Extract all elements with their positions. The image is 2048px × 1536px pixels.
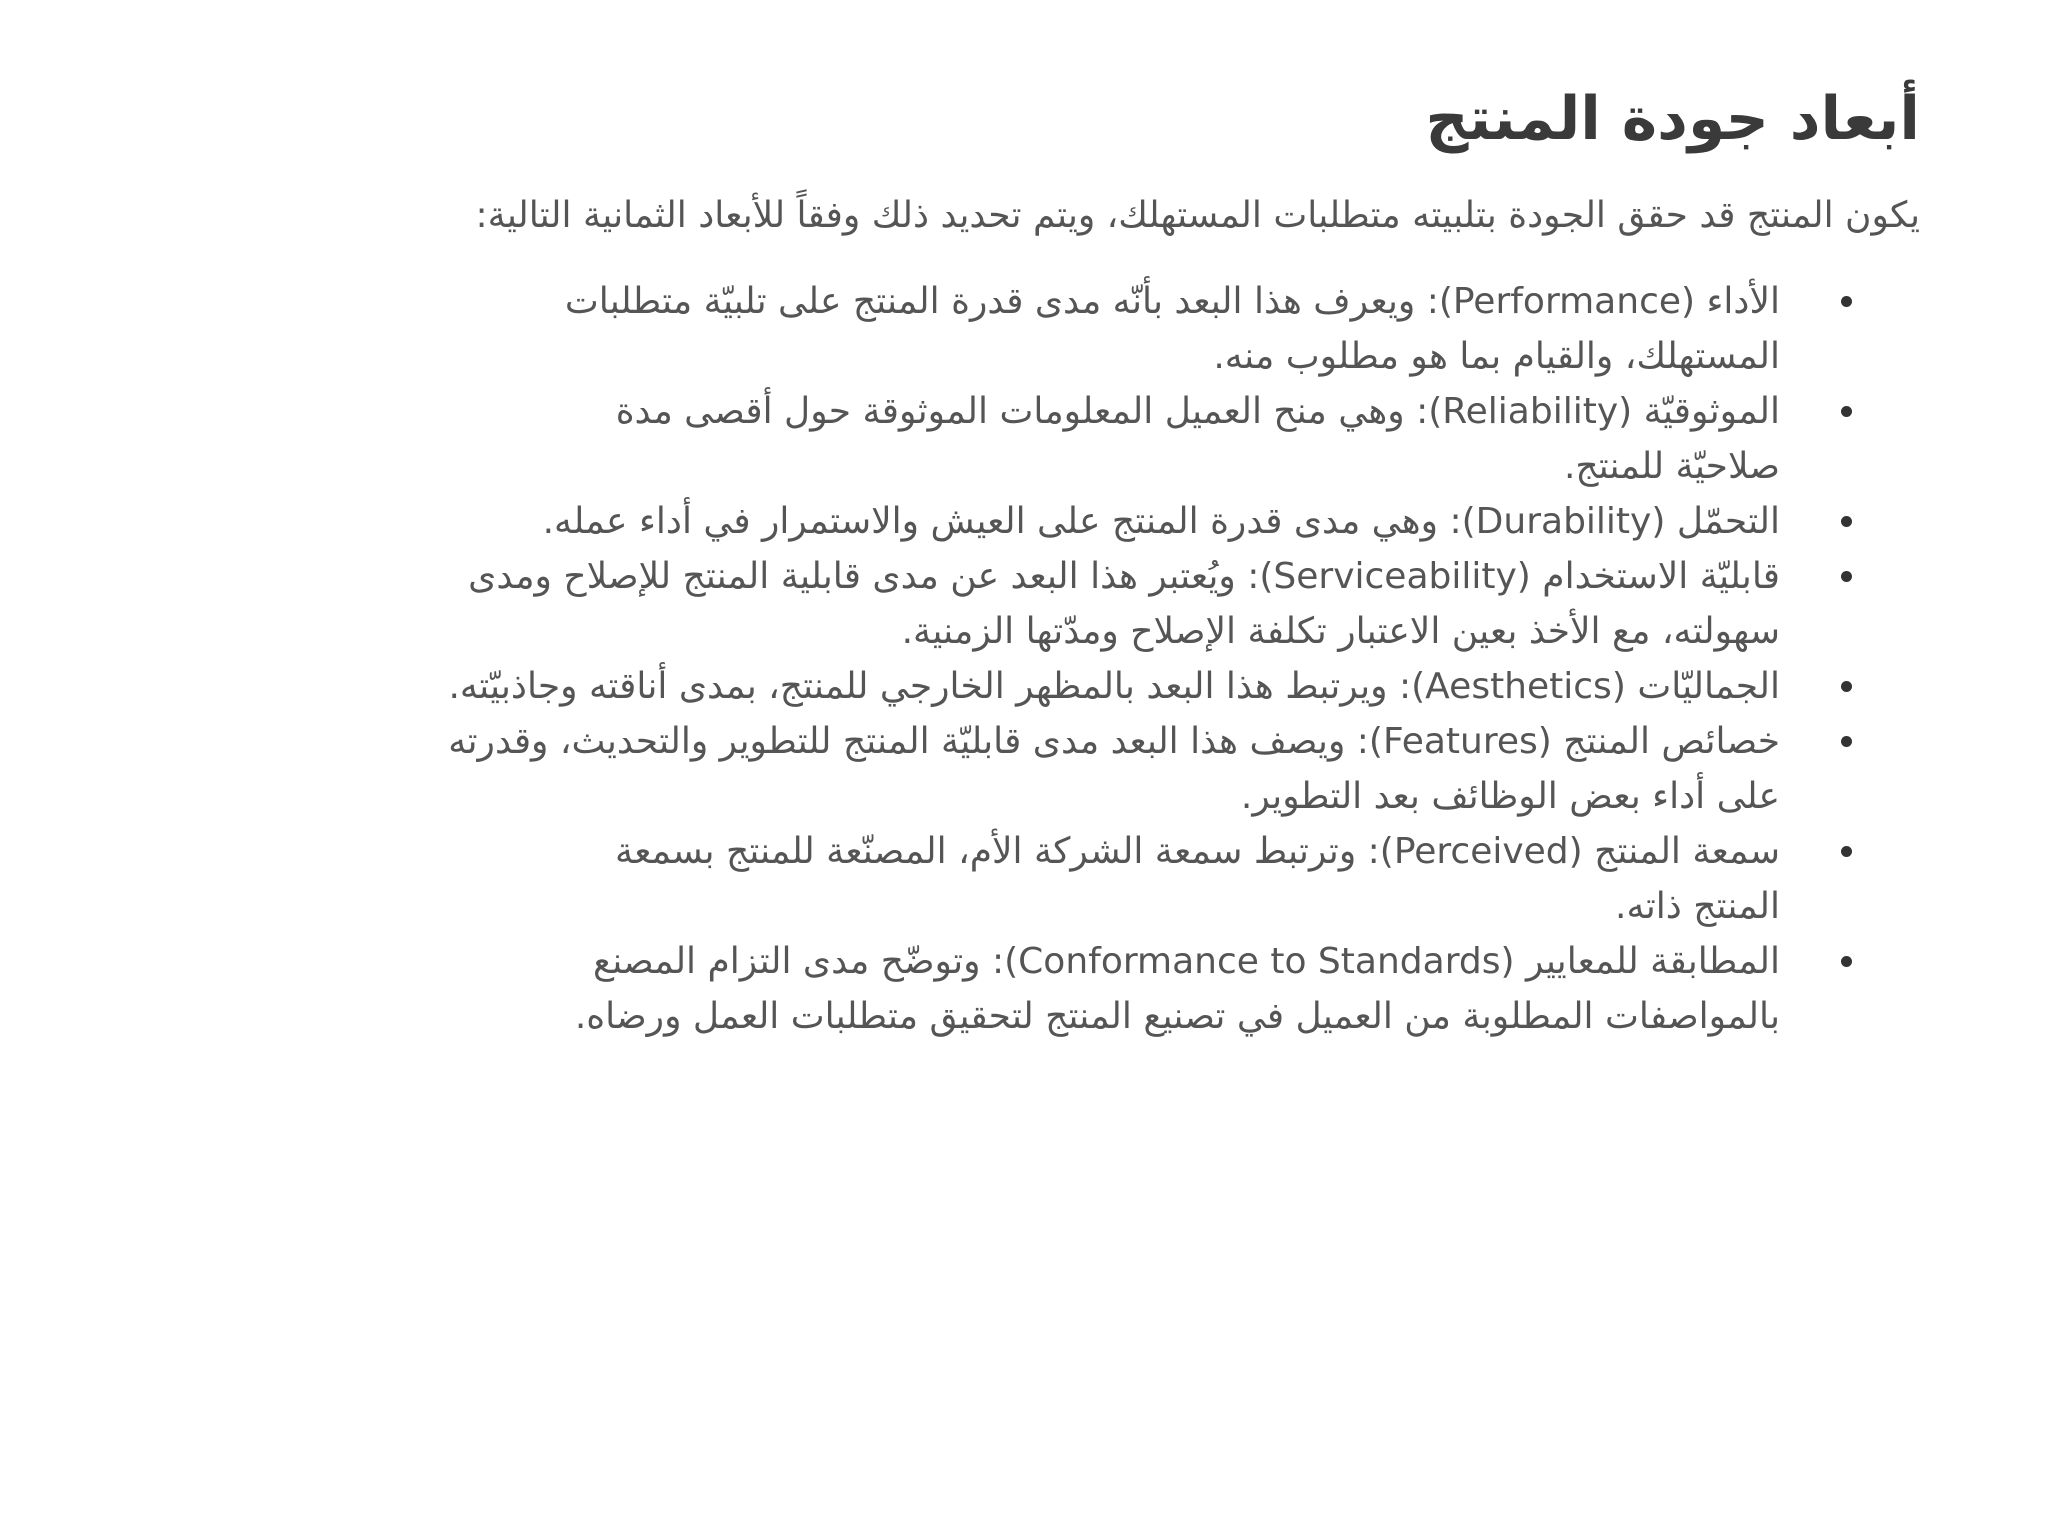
list-item	[430, 934, 1780, 1044]
bullet-icon	[1841, 956, 1852, 967]
quality-dimensions-list	[320, 274, 1920, 1044]
list-item-text: خصائص المنتج (Features): ويصف هذا البعد مدى قابليّة المنتج للتطوير والتحديث، وقدرته على أداء بعض الوظائف بعد التطوير.	[448, 721, 1780, 817]
list-item	[530, 824, 1780, 934]
bullet-icon	[1841, 736, 1852, 747]
article-intro: يكون المنتج قد حقق الجودة بتلبيته متطلبات المستهلك، ويتم تحديد ذلك وفقاً للأبعاد الثمانية التالية:	[475, 195, 1920, 236]
list-item	[400, 714, 1780, 824]
list-item-text: المطابقة للمعايير (Conformance to Standards): وتوضّح مدى التزام المصنع بالمواصفات المطلوبة من العميل في تصنيع المنتج لتحقيق متطلبات العمل ورضاه.	[574, 941, 1780, 1037]
bullet-icon	[1841, 516, 1852, 527]
bullet-icon	[1841, 406, 1852, 417]
list-item-text: التحمّل (Durability): وهي مدى قدرة المنتج على العيش والاستمرار في أداء عمله.	[542, 501, 1780, 542]
list-item-text: الموثوقيّة (Reliability): وهي منح العميل المعلومات الموثوقة حول أقصى مدة صلاحيّة للمنتج.	[615, 391, 1780, 487]
bullet-icon	[1841, 571, 1852, 582]
list-item-text: الأداء (Performance): ويعرف هذا البعد بأنّه مدى قدرة المنتج على تلبيّة متطلبات المستهلك، والقيام بما هو مطلوب منه.	[564, 281, 1780, 377]
list-item	[340, 549, 1780, 659]
list-item-text: سمعة المنتج (Perceived): وترتبط سمعة الشركة الأم، المصنّعة للمنتج بسمعة المنتج ذاته.	[614, 831, 1780, 927]
article	[320, 80, 1920, 1044]
list-item-text: الجماليّات (Aesthetics): ويرتبط هذا البعد بالمظهر الخارجي للمنتج، بمدى أناقته وجاذبيّته.	[448, 666, 1780, 707]
bullet-icon	[1841, 296, 1852, 307]
article-title: أبعاد جودة المنتج	[1425, 84, 1920, 154]
bullet-icon	[1841, 846, 1852, 857]
list-item	[430, 494, 1780, 549]
list-item	[550, 384, 1780, 494]
list-item	[380, 659, 1780, 714]
list-item	[470, 274, 1780, 384]
bullet-icon	[1841, 681, 1852, 692]
list-item-text: قابليّة الاستخدام (Serviceability): ويُعتبر هذا البعد عن مدى قابلية المنتج للإصلاح ومدى سهولته، مع الأخذ بعين الاعتبار تكلفة الإصلاح ومدّتها الزمنية.	[468, 556, 1780, 652]
